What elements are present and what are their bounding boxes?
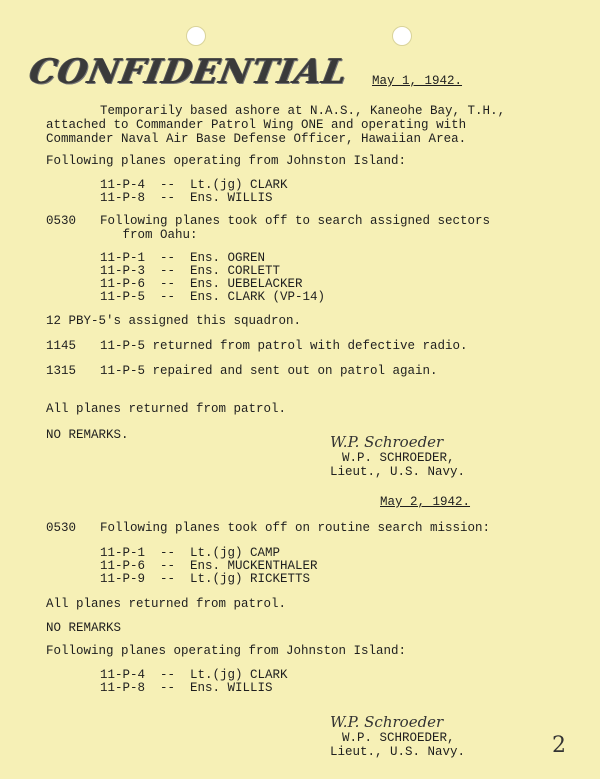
entry1-1145-text: 11-P-5 returned from patrol with defective radio. — [100, 339, 468, 353]
entry2-remarks: NO REMARKS — [46, 621, 122, 635]
entry1-johnston-header: Following planes operating from Johnston Island: — [46, 154, 407, 168]
entry1-1315-text: 11-P-5 repaired and sent out on patrol again. — [100, 364, 438, 378]
entry1-search-plane: 11-P-3 -- Ens. CORLETT — [100, 264, 281, 278]
entry1-intro-line1: Temporarily based ashore at N.A.S., Kaneohe Bay, T.H., — [100, 104, 506, 118]
entry2-0530-time: 0530 — [46, 521, 77, 535]
entry2-search-plane: 11-P-9 -- Lt.(jg) RICKETTS — [100, 572, 311, 586]
entry2-johnston-plane: 11-P-4 -- Lt.(jg) CLARK — [100, 668, 288, 682]
punch-hole-left — [186, 26, 206, 46]
entry1-0530-line2: from Oahu: — [100, 228, 198, 242]
entry2-signature-rank: Lieut., U.S. Navy. — [330, 745, 466, 759]
entry2-johnston-header: Following planes operating from Johnston Island: — [46, 644, 407, 658]
entry2-date: May 2, 1942. — [380, 495, 471, 509]
entry1-intro-line2: attached to Commander Patrol Wing ONE and operating with — [46, 118, 467, 132]
entry2-search-plane: 11-P-1 -- Lt.(jg) CAMP — [100, 546, 281, 560]
entry1-handwritten-signature: W.P. Schroeder — [330, 433, 444, 451]
entry1-1315-time: 1315 — [46, 364, 77, 378]
entry1-pby-note: 12 PBY-5's assigned this squadron. — [46, 314, 302, 328]
entry1-johnston-plane: 11-P-4 -- Lt.(jg) CLARK — [100, 178, 288, 192]
entry2-returned: All planes returned from patrol. — [46, 597, 287, 611]
entry2-0530-text: Following planes took off on routine search mission: — [100, 521, 491, 535]
entry1-remarks: NO REMARKS. — [46, 428, 129, 442]
entry1-search-plane: 11-P-1 -- Ens. OGREN — [100, 251, 266, 265]
entry1-search-plane: 11-P-6 -- Ens. UEBELACKER — [100, 277, 303, 291]
entry1-0530-line1: Following planes took off to search assigned sectors — [100, 214, 491, 228]
entry2-handwritten-signature: W.P. Schroeder — [330, 713, 444, 731]
entry1-0530-time: 0530 — [46, 214, 77, 228]
entry2-johnston-plane: 11-P-8 -- Ens. WILLIS — [100, 681, 273, 695]
punch-hole-right — [392, 26, 412, 46]
entry1-intro-line3: Commander Naval Air Base Defense Officer, Hawaiian Area. — [46, 132, 467, 146]
entry1-johnston-plane: 11-P-8 -- Ens. WILLIS — [100, 191, 273, 205]
entry1-returned: All planes returned from patrol. — [46, 402, 287, 416]
entry2-signature-name: W.P. SCHROEDER, — [342, 731, 455, 745]
entry1-search-plane: 11-P-5 -- Ens. CLARK (VP-14) — [100, 290, 326, 304]
entry1-date: May 1, 1942. — [372, 74, 463, 88]
page-number: 2 — [552, 733, 566, 758]
entry1-signature-rank: Lieut., U.S. Navy. — [330, 465, 466, 479]
entry2-search-plane: 11-P-6 -- Ens. MUCKENTHALER — [100, 559, 318, 573]
confidential-stamp: CONFIDENTIAL — [26, 52, 352, 92]
entry1-1145-time: 1145 — [46, 339, 77, 353]
entry1-signature-name: W.P. SCHROEDER, — [342, 451, 455, 465]
